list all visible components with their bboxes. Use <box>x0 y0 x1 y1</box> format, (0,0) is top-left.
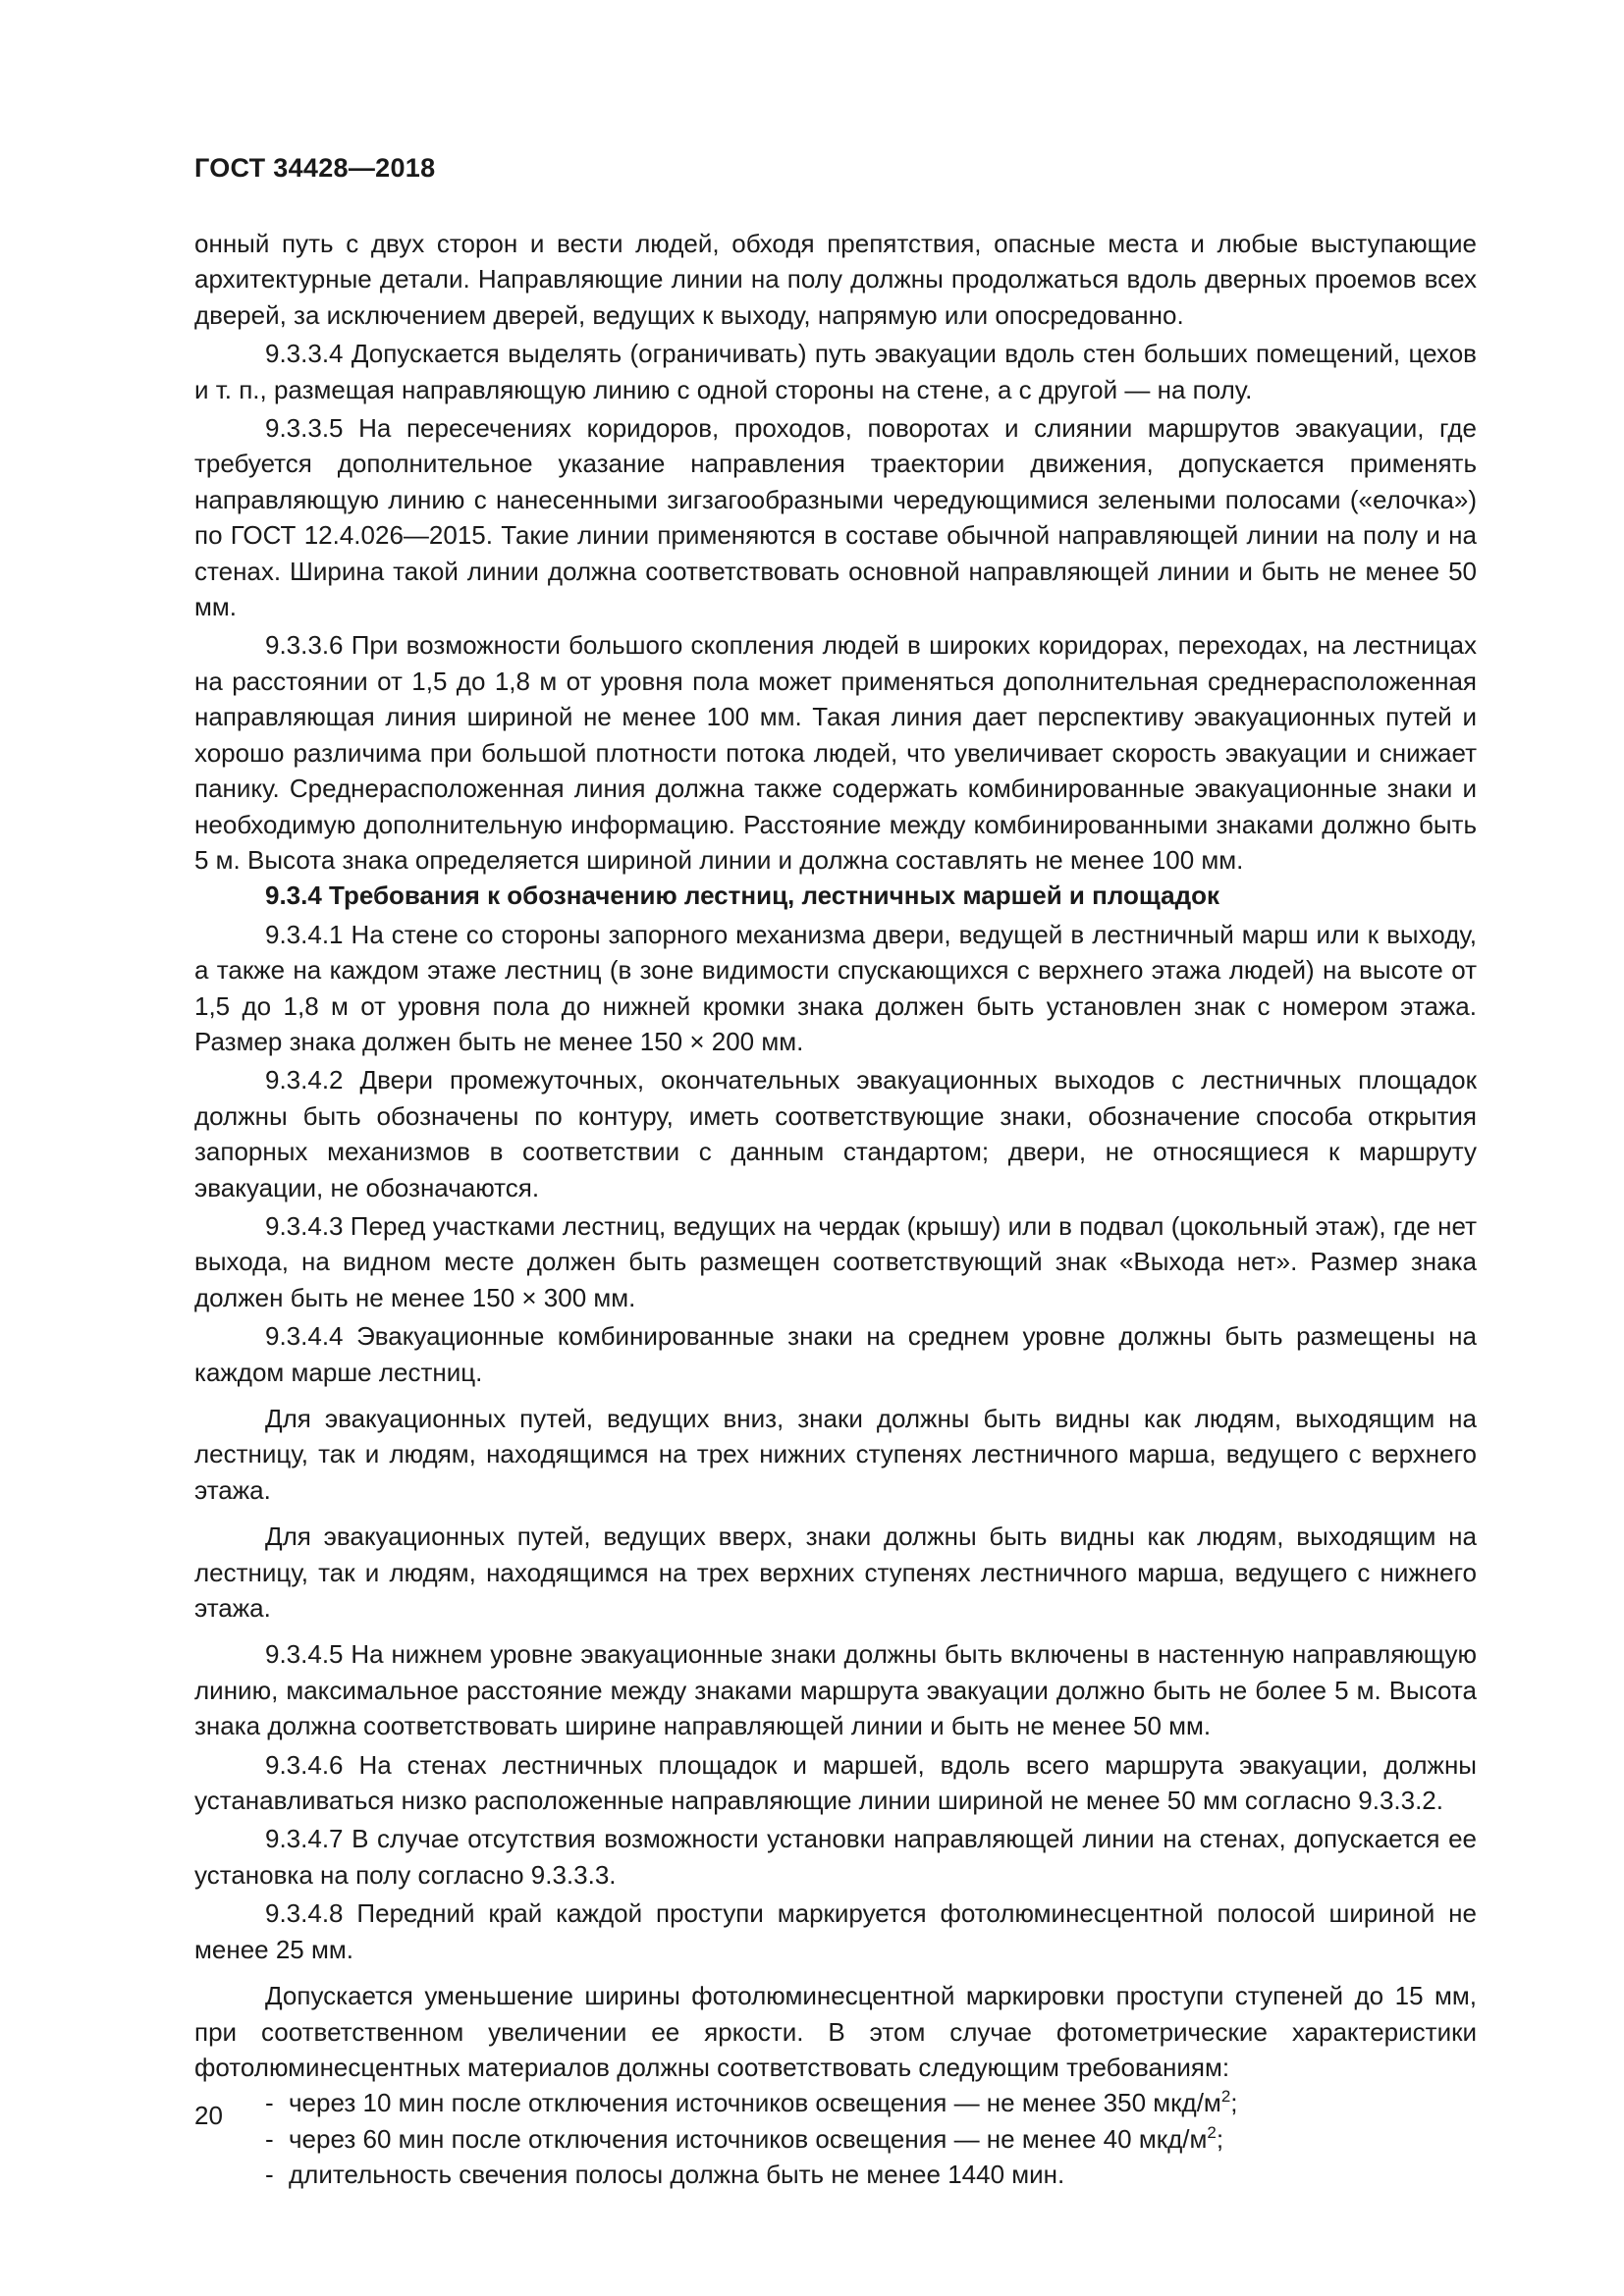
list-item <box>194 2157 1477 2192</box>
document-body <box>194 226 1477 2193</box>
list-item <box>194 2085 1477 2120</box>
list-item-text: через 10 мин после отключения источников освещения — не менее 350 мкд/м <box>289 2088 1221 2118</box>
section-heading-9-3-4: 9.3.4 Требования к обозначению лестниц, лестничных маршей и площадок <box>265 881 1220 911</box>
paragraph-continuation: онный путь с двух сторон и вести людей, обходя препятствия, опасные места и любые выступающие архитектурные детали. Направляющие линии на полу должны продолжаться вдоль дверных проемов всех дверей, за исключением дверей, ведущих к выходу, напрямую или опосредованно. <box>194 229 1477 330</box>
paragraph-9-3-4-8: 9.3.4.8 Передний край каждой проступи маркируется фотолюминесцентной полосой шириной не менее 25 мм. <box>194 1898 1477 1964</box>
paragraph-9-3-4-1: 9.3.4.1 На стене со стороны запорного механизма двери, ведущей в лестничный марш или к выходу, а также на каждом этаже лестниц (в зоне видимости спускающихся с верхнего этажа людей) на высоте от 1,5 до 1,8 м от уровня пола до нижней кромки знака должен быть установлен знак с номером этажа. Размер знака должен быть не менее 150 × 200 мм. <box>194 919 1477 1056</box>
list-dash: - <box>265 2160 274 2190</box>
paragraph-9-3-4-4: 9.3.4.4 Эвакуационные комбинированные знаки на среднем уровне должны быть размещены на каждом марше лестниц. <box>194 1321 1477 1387</box>
list-item-text: длительность свечения полосы должна быть не менее 1440 мин. <box>289 2160 1065 2190</box>
list-item-end: ; <box>1216 2123 1224 2154</box>
paragraph-9-3-4-2: 9.3.4.2 Двери промежуточных, окончательных эвакуационных выходов с лестничных площадок должны быть обозначены по контуру, иметь соответствующие знаки, обозначение способа открытия запорных механизмов в соответствии с данным стандартом; двери, не относящиеся к маршруту эвакуации, не обозначаются. <box>194 1065 1477 1202</box>
superscript: 2 <box>1220 2087 1231 2107</box>
paragraph-9-3-3-5: 9.3.3.5 На пересечениях коридоров, проходов, поворотах и слиянии маршрутов эвакуации, где требуется дополнительное указание направления траектории движения, допускается применять направляющую линию с нанесенными зигзагообразными чередующимися зелеными полосами («елочка») по ГОСТ 12.4.026—2015. Такие линии применяются в составе обычной направляющей линии на полу и на стенах. Ширина такой линии должна соответствовать основной направляющей линии и быть не менее 50 мм. <box>194 413 1477 622</box>
list-dash: - <box>265 2123 274 2154</box>
list-item <box>194 2121 1477 2157</box>
paragraph-9-3-3-6: 9.3.3.6 При возможности большого скопления людей в широких коридорах, переходах, на лестницах на расстоянии от 1,5 до 1,8 м от уровня пола может применяться дополнительная среднерасположенная направляющая линия шириной не менее 100 мм. Такая линия дает перспективу эвакуационных путей и хорошо различима при большой плотности потока людей, что увеличивает скорость эвакуации и снижает панику. Среднерасположенная линия должна также содержать комбинированные эвакуационные знаки и необходимую дополнительную информацию. Расстояние между комбинированными знаками должно быть 5 м. Высота знака определяется шириной линии и должна составлять не менее 100 мм. <box>194 630 1477 875</box>
list-item-end: ; <box>1230 2088 1238 2118</box>
paragraph-9-3-4-7: 9.3.4.7 В случае отсутствия возможности установки направляющей линии на стенах, допускается ее установка на полу согласно 9.3.3.3. <box>194 1824 1477 1890</box>
requirements-list <box>194 2085 1477 2192</box>
paragraph-9-3-3-4: 9.3.3.4 Допускается выделять (ограничивать) путь эвакуации вдоль стен больших помещений, цехов и т. п., размещая направляющую линию с одной стороны на стене, а с другой — на полу. <box>194 339 1477 404</box>
paragraph-9-3-4-3: 9.3.4.3 Перед участками лестниц, ведущих на чердак (крышу) или в подвал (цокольный этаж), где нет выхода, на видном месте должен быть размещен соответствующий знак «Выхода нет». Размер знака должен быть не менее 150 × 300 мм. <box>194 1210 1477 1312</box>
list-dash: - <box>265 2088 274 2118</box>
superscript: 2 <box>1207 2122 1217 2142</box>
paragraph-9-3-4-6: 9.3.4.6 На стенах лестничных площадок и маршей, вдоль всего маршрута эвакуации, должны устанавливаться низко расположенные направляющие линии шириной не менее 50 мм согласно 9.3.3.2. <box>194 1749 1477 1816</box>
paragraph-upward-paths: Для эвакуационных путей, ведущих вверх, знаки должны быть видны как людям, выходящим на лестницу, так и людям, находящимся на трех верхних ступенях лестничного марша, ведущего с нижнего этажа. <box>194 1522 1477 1624</box>
document-header: ГОСТ 34428—2018 <box>194 153 436 183</box>
paragraph-9-3-4-5: 9.3.4.5 На нижнем уровне эвакуационные знаки должны быть включены в настенную направляющую линию, максимальное расстояние между знаками маршрута эвакуации должно быть не более 5 м. Высота знака должна соответствовать ширине направляющей линии и быть не менее 50 мм. <box>194 1639 1477 1741</box>
list-item-text: через 60 мин после отключения источников освещения — не менее 40 мкд/м <box>289 2123 1208 2154</box>
page-number: 20 <box>194 2101 223 2130</box>
paragraph-reduced-width: Допускается уменьшение ширины фотолюминесцентной маркировки проступи ступеней до 15 мм, при соответственном увеличении ее яркости. В этом случае фотометрические характеристики фотолюминесцентных материалов должны соответствовать следующим требованиям: <box>194 1981 1477 2082</box>
paragraph-downward-paths: Для эвакуационных путей, ведущих вниз, знаки должны быть видны как людям, выходящим на лестницу, так и людям, находящимся на трех нижних ступенях лестничного марша, ведущего с верхнего этажа. <box>194 1404 1477 1505</box>
